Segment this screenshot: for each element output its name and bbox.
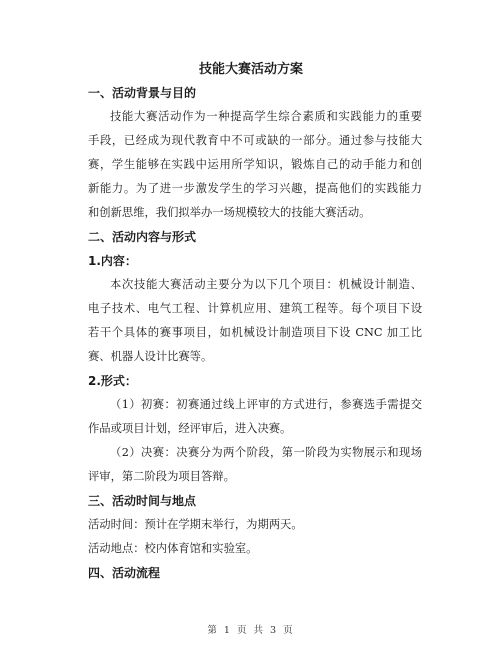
paragraph-line: 电子技术、电气工程、计算机应用、建筑工程等。每个项目下设 (88, 302, 422, 315)
paragraph-line: 技能大赛活动作为一种提高学生综合素质和实践能力的重要 (110, 110, 422, 123)
paragraph-line: 评审，第二阶段为项目答辩。 (88, 470, 235, 483)
paragraph-line: 本次技能大赛活动主要分为以下几个项目：机械设计制造、 (110, 278, 422, 291)
section-heading-process: 四、活动流程 (88, 566, 161, 580)
section-heading-background: 一、活动背景与目的 (88, 86, 197, 100)
paragraph-line: 赛、机器人设计比赛等。 (88, 350, 213, 363)
paragraph-line: 作品或项目计划，经评审后，进入决赛。 (88, 422, 292, 435)
paragraph-line: 新能力。为了进一步激发学生的学习兴趣，提高他们的实践能力 (88, 182, 422, 195)
paragraph-line: （1）初赛：初赛通过线上评审的方式进行，参赛选手需提交 (110, 398, 422, 411)
section-heading-content: 二、活动内容与形式 (88, 230, 197, 244)
document-title: 技能大赛活动方案 (198, 62, 303, 77)
subheading-form: 2.形式： (88, 374, 137, 388)
subheading-content: 1.内容： (88, 254, 137, 268)
paragraph-line: 若干个具体的赛事项目，如机械设计制造项目下设 CNC 加工比 (88, 326, 422, 339)
paragraph-line: 手段，已经成为现代教育中不可或缺的一部分。通过参与技能大 (88, 134, 422, 147)
section-heading-time-place: 三、活动时间与地点 (88, 494, 197, 508)
paragraph-line: 赛，学生能够在实践中运用所学知识，锻炼自己的动手能力和创 (88, 158, 422, 171)
paragraph-line: 活动地点：校内体育馆和实验室。 (88, 542, 258, 555)
page-footer: 第 1 页 共 3 页 (207, 625, 295, 636)
paragraph-line: 和创新思维，我们拟举办一场规模较大的技能大赛活动。 (88, 206, 371, 219)
paragraph-line: 活动时间：预计在学期末举行，为期两天。 (88, 518, 303, 531)
paragraph-line: （2）决赛：决赛分为两个阶段，第一阶段为实物展示和现场 (110, 446, 422, 459)
